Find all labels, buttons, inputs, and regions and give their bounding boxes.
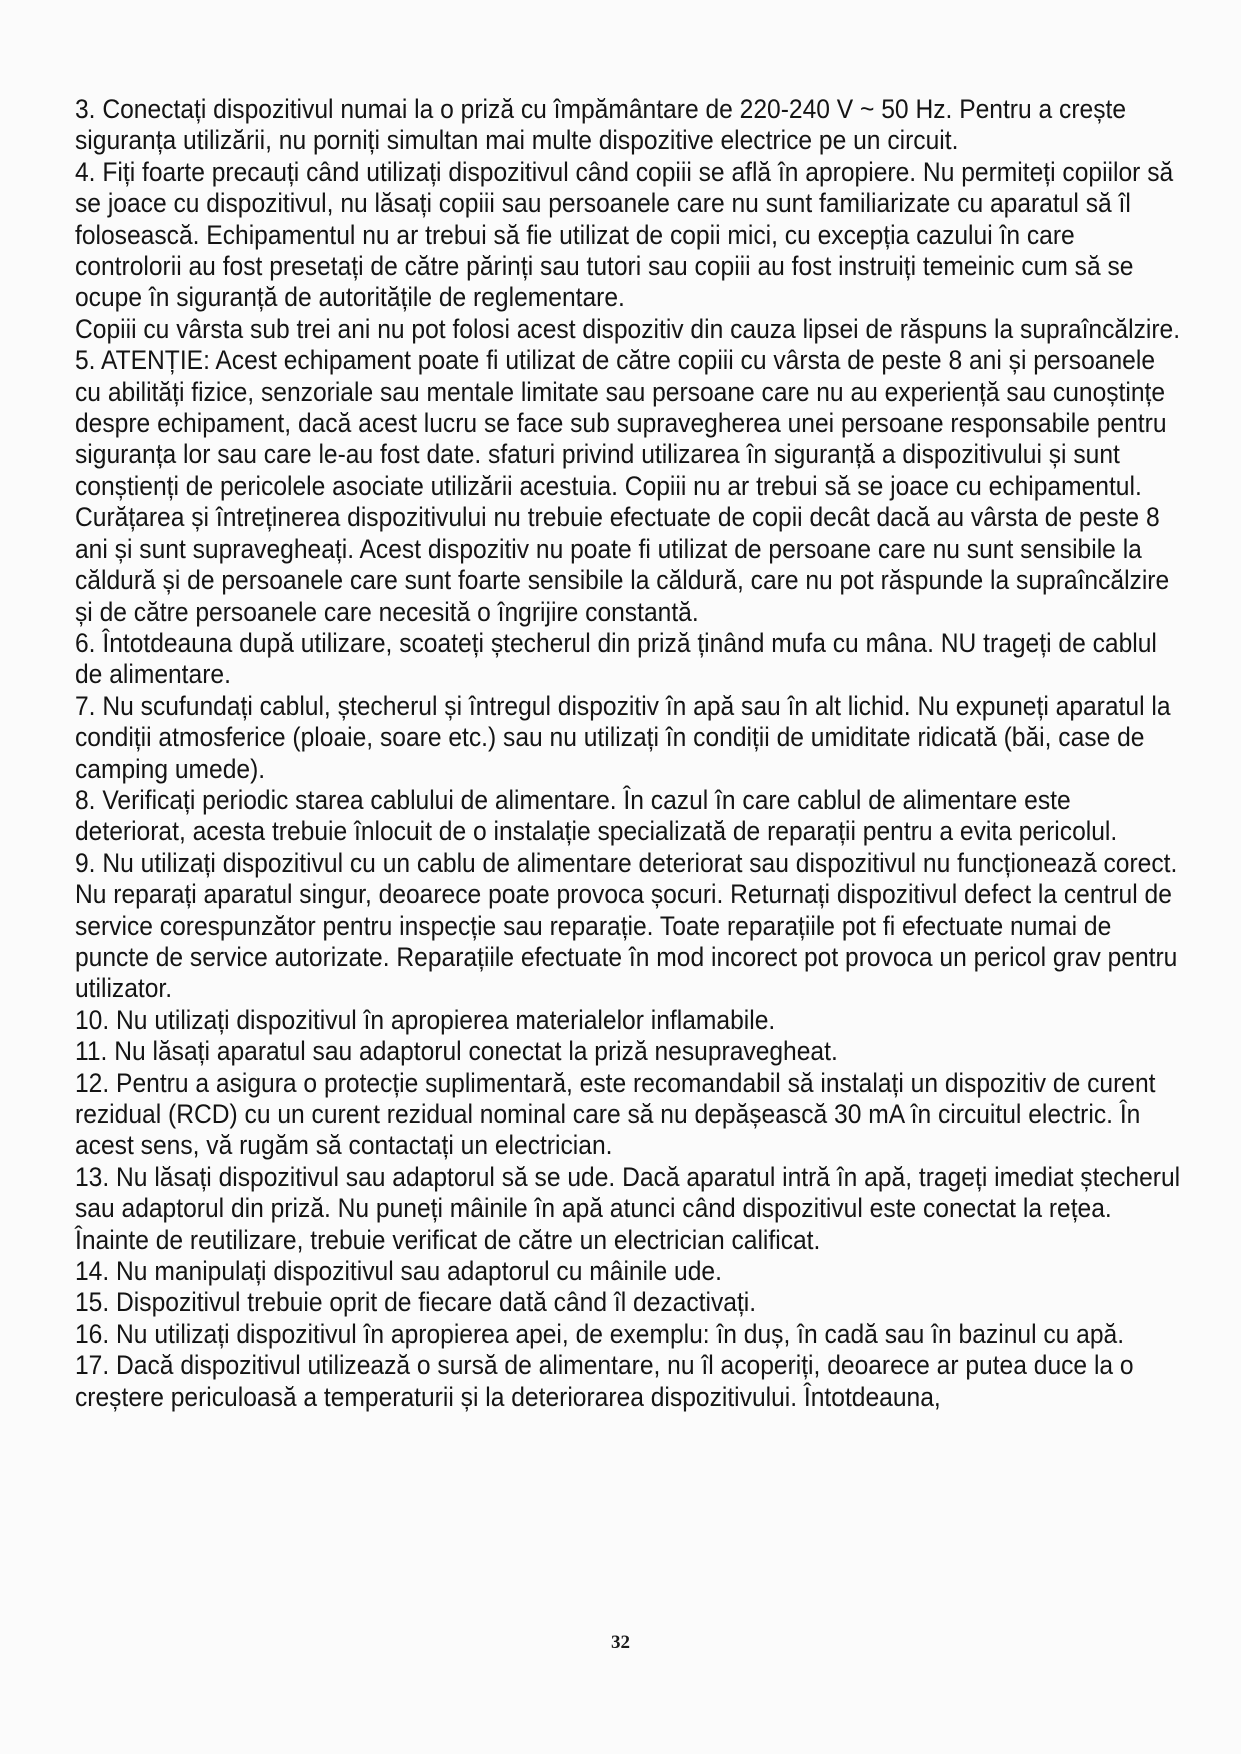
paragraph-item-11: 11. Nu lăsați aparatul sau adaptorul conectat la priză nesupravegheat. <box>75 1035 838 1067</box>
paragraph-item-9: 9. Nu utilizați dispozitivul cu un cablu de alimentare deteriorat sau dispozitivul nu funcționează corect. Nu reparați aparatul singur, deoarece poate provoca șocuri. Returnați dispozitivul defect la centrul de service corespunzător pentru inspecție sau reparație. Toate reparațiile pot fi efectuate numai de puncte de service autorizate. Reparațiile efectuate în mod incorect pot provoca un pericol grav pentru utilizator. <box>75 846 1178 1004</box>
paragraph-children-under-three: Copiii cu vârsta sub trei ani nu pot folosi acest dispozitiv din cauza lipsei de răspuns la supraîncălzire. <box>75 312 1181 344</box>
paragraph-item-12: 12. Pentru a asigura o protecție suplimentară, este recomandabil să instalați un dispozitiv de curent rezidual (RCD) cu un curent rezidual nominal care să nu depășească 30 mA în circuitul electric. În acest sens, vă rugăm să contactați un electrician. <box>75 1066 1156 1161</box>
paragraph-item-3: 3. Conectați dispozitivul numai la o priză cu împământare de 220-240 V ~ 50 Hz. Pentru a crește siguranța utilizării, nu porniți simultan mai multe dispozitive electrice pe un circuit. <box>75 93 1127 156</box>
body-text <box>75 93 1185 1412</box>
paragraph-item-14: 14. Nu manipulați dispozitivul sau adaptorul cu mâinile ude. <box>75 1255 722 1287</box>
paragraph-item-13: 13. Nu lăsați dispozitivul sau adaptorul să se ude. Dacă aparatul intră în apă, trageți imediat ștecherul sau adaptorul din priză. Nu puneți mâinile în apă atunci când dispozitivul este conectat la rețea. Înainte de reutilizare, trebuie verificat de către un electrician calificat. <box>75 1160 1181 1255</box>
paragraph-item-4: 4. Fiți foarte precauți când utilizați dispozitivul când copiii se află în apropiere. Nu permiteți copiilor să se joace cu dispozitivul, nu lăsați copiii sau persoanele care nu sunt familiarizate cu aparatul să îl folosească. Echipamentul nu ar trebui să fie utilizat de copii mici, cu excepția cazului în care controlorii au fost presetați de către părinți sau tutori sau copiii au fost instruiți temeinic cum să se ocupe în siguranță de autoritățile de reglementare. <box>75 155 1174 313</box>
paragraph-item-5-warning: 5. ATENȚIE: Acest echipament poate fi utilizat de către copiii cu vârsta de peste 8 ani și persoanele cu abilități fizice, senzoriale sau mentale limitate sau persoane care nu au experiență sau cunoștințe despre echipament, dacă acest lucru se face sub supravegherea unei persoane responsabile pentru siguranța lor sau care le-au fost date. sfaturi privind utilizarea în siguranță a dispozitivului și sunt conștienți de pericolele asociate utilizării acestuia. Copiii nu ar trebui să se joace cu echipamentul. Curățarea și întreținerea dispozitivului nu trebuie efectuate de copii decât dacă au vârsta de peste 8 ani și sunt supravegheați. Acest dispozitiv nu poate fi utilizat de persoane care nu sunt sensibile la căldură și de persoanele care sunt foarte sensibile la căldură, care nu pot răspunde la supraîncălzire și de către persoanele care necesită o îngrijire constantă. <box>75 344 1170 627</box>
paragraph-item-7: 7. Nu scufundați cablul, ștecherul și întregul dispozitiv în apă sau în alt lichid. Nu expuneți aparatul la condiții atmosferice (ploaie, soare etc.) sau nu utilizați în condiții de umiditate ridicată (băi, case de camping umede). <box>75 689 1171 784</box>
paragraph-item-17: 17. Dacă dispozitivul utilizează o sursă de alimentare, nu îl acoperiți, deoarece ar putea duce la o creștere periculoasă a temperaturii și la deteriorarea dispozitivului. Întotdeauna, <box>75 1349 1134 1412</box>
paragraph-item-10: 10. Nu utilizați dispozitivul în apropierea materialelor inflamabile. <box>75 1003 776 1035</box>
paragraph-item-8: 8. Verificați periodic starea cablului de alimentare. În cazul în care cablul de alimentare este deteriorat, acesta trebuie înlocuit de o instalație specializată de reparații pentru a evita pericolul. <box>75 783 1118 847</box>
page-number: 32 <box>611 1632 630 1653</box>
paragraph-item-6: 6. Întotdeauna după utilizare, scoateți ștecherul din priză ținând mufa cu mâna. NU trageți de cablul de alimentare. <box>75 626 1157 690</box>
paragraph-item-16: 16. Nu utilizați dispozitivul în apropierea apei, de exemplu: în duș, în cadă sau în bazinul cu apă. <box>75 1317 1125 1349</box>
paragraph-item-15: 15. Dispozitivul trebuie oprit de fiecare dată când îl dezactivați. <box>75 1286 757 1318</box>
